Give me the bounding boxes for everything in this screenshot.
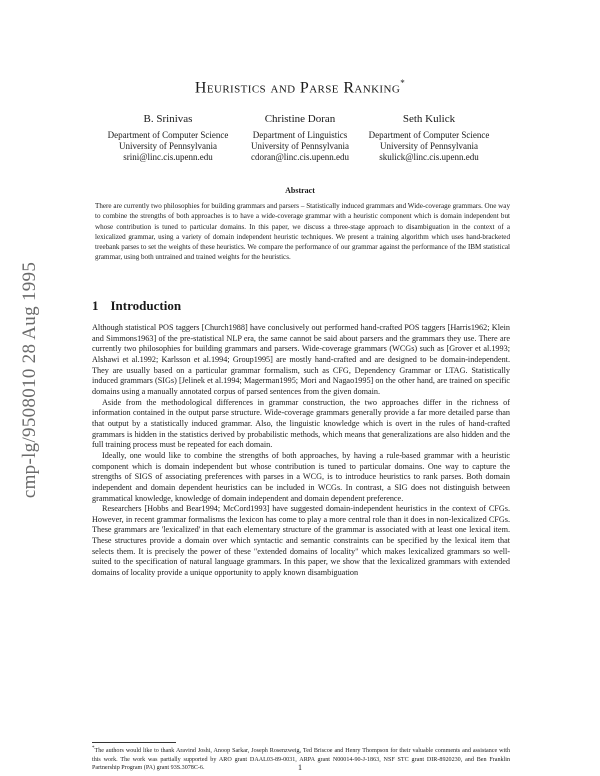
author-univ: University of Pennsylvania — [251, 141, 349, 151]
body-text — [92, 323, 510, 579]
author-email: srini@linc.cis.upenn.edu — [123, 152, 213, 162]
author-univ: University of Pennsylvania — [119, 141, 217, 151]
paragraph: Researchers [Hobbs and Bear1994; McCord1993] have suggested domain-independent heuristics in the context of CFGs. However, in recent grammar formalisms the lexicon has come to play a more central role than it does in non-lexicalized CFGs. These grammars are 'lexicalized' in that each elementary structure of the grammar is associated with at least one lexical item. These structures provide a domain over which syntactic and semantic constraints can be specified by the lexical item that selects them. It is precisely the power of these "extended domains of locality" which makes lexicalized grammars so well-suited to the specification of natural language grammars. In this paper, we show that the lexicalized grammars with extended domains of locality provide a unique opportunity to apply known disambiguation — [92, 504, 510, 578]
title-text: Heuristics and Parse Ranking — [194, 79, 401, 97]
page-number: 1 — [298, 763, 302, 772]
footnote-mark: * — [92, 746, 95, 751]
abstract-text: There are currently two philosophies for building grammars and parsers – Statistically induced grammars and Wide-coverage grammars. One way to combine the strengths of both approaches is to have a wide-coverage grammar with a heuristic component which is domain independent but whose contribution is tuned to particular domains. In this paper, we discuss a three-stage approach to disambiguation in the context of a lexicalized grammar, using a variety of domain independent heuristic techniques. We present a training algorithm which uses hand-bracketed treebank parses to set the weights of these heuristics. We compare the performance of our grammar against the performance of the IBM statistical grammar, using both untrained and trained weights for the heuristics. — [95, 202, 510, 262]
title-footnote-mark: * — [400, 78, 406, 88]
author-name: Seth Kulick — [402, 113, 456, 125]
author-dept: Department of Linguistics — [252, 130, 348, 140]
author-dept: Department of Computer Science — [368, 130, 490, 140]
author-name: Christine Doran — [264, 113, 336, 125]
paragraph: Although statistical POS taggers [Church1988] have conclusively out performed hand-crafted POS taggers [Harris1962; Klein and Simmons1963] of the pre-statistical NLP era, the same cannot be said about parsers and the grammars they use. There are currently two philosophies for building grammars and parsers. Wide-coverage grammars (WCGs) such as [Grover et al.1993; Alshawi et al.1992; Karlsson et al.1994; Group1995] are mostly hand-crafted and are designed to be domain-independent. They are usually based on a particular grammar formalism, such as CFG, Dependency Grammar or LTAG. Statistically induced grammars (SIGs) [Jelinek et al.1994; Magerman1995; Mori and Nagao1995] on the other hand, are trained on specific domains using a manually annotated corpus of parsed sentences from the given domain. — [92, 323, 510, 396]
author-email: cdoran@linc.cis.upenn.edu — [250, 152, 349, 162]
author-name: B. Srinivas — [143, 113, 193, 125]
arxiv-identifier — [14, 230, 46, 530]
author-univ: University of Pennsylvania — [380, 141, 478, 151]
paper-title — [0, 78, 600, 97]
author-email: skulick@linc.cis.upenn.edu — [379, 152, 479, 162]
abstract-heading: Abstract — [285, 186, 315, 195]
section-title: Introduction — [110, 298, 182, 313]
paragraph: Ideally, one would like to combine the strengths of both approaches, by having a rule-based grammar with a heuristic component which is domain independent but whose contribution is tuned to particular domains. One way to capture the strengths of SIGS of associating preferences with parses in a WCG, is to introduce heuristics to rank parses. Both domain independent and domain dependent heuristics can be included in WCGs. In contrast, a SIG does not distinguish between grammatical knowledge, knowledge of domain independent and domain dependent preference. — [92, 450, 510, 503]
footnote-rule — [92, 742, 176, 743]
section-heading — [92, 298, 181, 314]
author-block-2 — [225, 114, 375, 163]
footnote-text: The authors would like to thank Aravind Joshi, Anoop Sarkar, Joseph Rosenzweig, Ted Briscoe and Henry Thompson for their valuable comments and assistance with this work. The work was partially supported by ARO grant DAAL03-89-0031, ARPA grant N00014-90-J-1863, NSF STC grant DIR-8920230, and Ben Franklin Partnership Program (PA) grant 93S.3078C-6. — [92, 748, 510, 772]
author-block-3 — [354, 114, 504, 163]
author-dept: Department of Computer Science — [107, 130, 229, 140]
paragraph: Aside from the methodological differences in grammar construction, the two approaches differ in the richness of information contained in the output parse structure. Wide-coverage grammars generally provide a far more detailed parse than that output by a statistically induced grammar. Also, the linguistic knowledge which is overt in the rules of hand-crafted grammars is hidden in the statistics derived by probabilistic methods, which means that generalizations are also hidden and the full training process must be repeated for each domain. — [92, 397, 510, 450]
section-number: 1 — [92, 298, 99, 313]
arxiv-id-text: cmp-lg/9508010 28 Aug 1995 — [19, 261, 40, 499]
author-block-1 — [93, 114, 243, 163]
